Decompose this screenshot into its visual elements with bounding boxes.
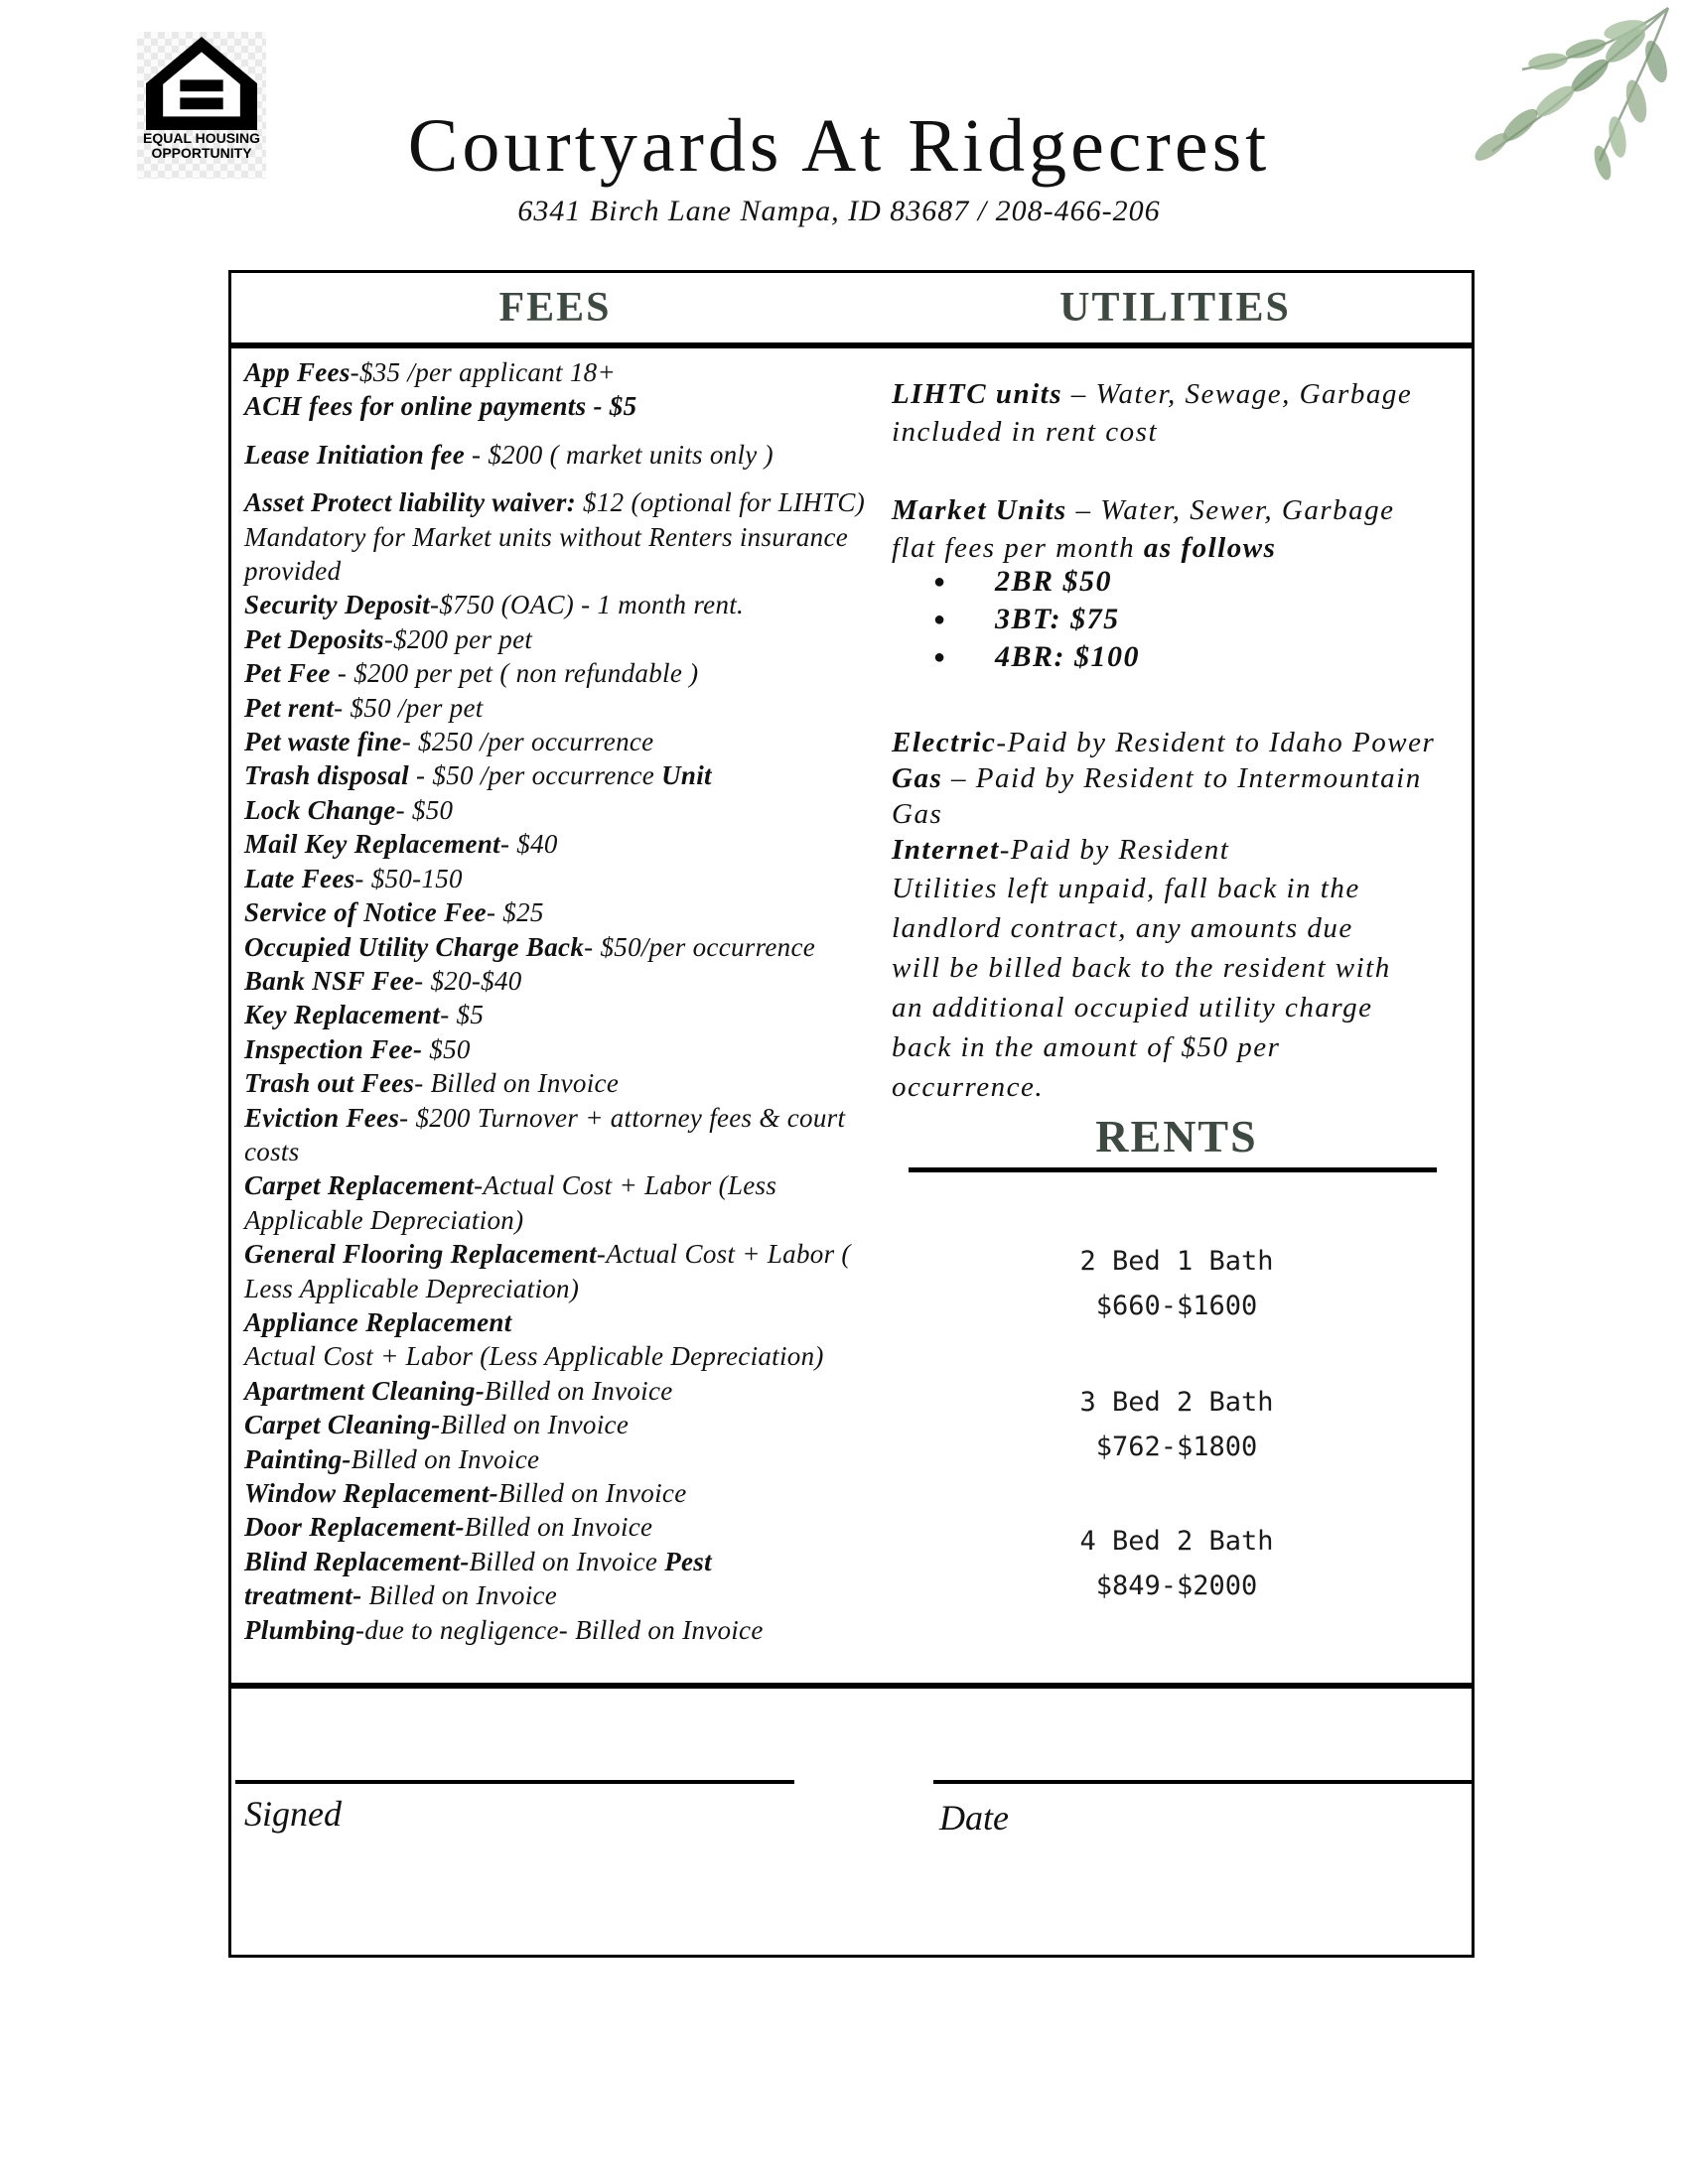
- bullet-icon: ●: [933, 646, 947, 668]
- fees-heading: FEES: [498, 285, 612, 331]
- date-signature-line[interactable]: [933, 1780, 1475, 1784]
- leaf-decoration: [1375, 0, 1683, 204]
- fee-text: Mandatory for Market units without Renters insurance: [244, 521, 849, 552]
- fee-text: - $25: [486, 897, 544, 928]
- fee-text: - $50 /per occurrence: [409, 760, 662, 791]
- rent-unit-2bed: [879, 1239, 1475, 1328]
- fee-line: [244, 622, 890, 656]
- fee-line: [244, 389, 890, 423]
- utility-text: will be billed back to the resident with: [892, 952, 1391, 984]
- fee-line: [244, 1476, 890, 1510]
- fee-term: treatment-: [244, 1580, 362, 1611]
- fee-line: [244, 1135, 890, 1168]
- bullet-icon: ●: [933, 609, 947, 630]
- fee-term: Occupied Utility Charge Back: [244, 931, 585, 962]
- utility-text: included in rent cost: [892, 416, 1159, 448]
- fee-text: Billed on Invoice: [440, 1410, 630, 1440]
- fee-text: - $200 Turnover + attorney fees & court: [399, 1102, 846, 1133]
- fee-term: Pet Deposits: [244, 623, 384, 654]
- fee-line: [244, 1613, 890, 1647]
- fee-term: Apartment Cleaning-: [244, 1375, 485, 1406]
- fee-line: [244, 827, 890, 861]
- fee-line: [244, 588, 890, 621]
- fee-term: Window Replacement-: [244, 1478, 498, 1508]
- fee-line: [244, 793, 890, 827]
- fee-term: Eviction Fees: [244, 1102, 400, 1133]
- utility-text: an additional occupied utility charge: [892, 992, 1373, 1024]
- date-label: Date: [939, 1798, 1009, 1838]
- equal-housing-label-line2: OPPORTUNITY: [151, 145, 252, 161]
- utilities-line: [892, 725, 1463, 760]
- fee-line: [244, 1203, 890, 1237]
- utilities-line: [892, 832, 1463, 868]
- utility-text: landlord contract, any amounts due: [892, 912, 1353, 944]
- bullet-icon: ●: [933, 571, 947, 593]
- fee-term: Pet rent: [244, 692, 335, 723]
- utilities-market-paragraph: [892, 491, 1463, 567]
- fee-text: - Billed on Invoice: [414, 1068, 620, 1099]
- fee-text: - $50/per occurrence: [584, 931, 816, 962]
- utility-term: Internet: [892, 834, 1000, 866]
- fee-term: Painting-: [244, 1443, 352, 1474]
- fee-line: [244, 554, 890, 588]
- fee-text: Billed on Invoice: [361, 1580, 558, 1611]
- utility-term: as follows: [1143, 532, 1277, 564]
- utility-text: Utilities left unpaid, fall back in the: [892, 873, 1360, 904]
- fee-term: Pest: [664, 1546, 712, 1576]
- fee-line: [244, 862, 890, 895]
- property-address: 6341 Birch Lane Nampa, ID 83687 / 208-466-206: [517, 195, 1161, 227]
- utility-text: -Paid by Resident: [999, 834, 1230, 866]
- utilities-line: [892, 491, 1463, 529]
- fee-text: -$200 per pet: [383, 623, 533, 654]
- fee-term: General Flooring Replacement: [244, 1239, 597, 1270]
- fee-term: Door Replacement-: [244, 1512, 465, 1543]
- fee-term: Blind Replacement-: [244, 1546, 470, 1576]
- fee-line: [244, 691, 890, 725]
- fee-text: - $200 ( market units only ): [464, 439, 774, 470]
- utility-term: Market Units: [892, 494, 1067, 526]
- fee-term: Plumbing: [244, 1614, 355, 1645]
- fee-line: [244, 1339, 890, 1373]
- fee-term: Lease Initiation fee: [244, 439, 465, 470]
- utility-text: – Paid by Resident to Intermountain Gas: [892, 762, 1422, 830]
- bullet-text: 2BR $50: [995, 565, 1113, 598]
- fee-text: - $50-150: [354, 863, 463, 893]
- utilities-line: [892, 760, 1463, 832]
- fee-text: costs: [244, 1136, 300, 1166]
- fee-line: [244, 758, 890, 792]
- utilities-line: [892, 908, 1463, 948]
- utilities-heading: UTILITIES: [1059, 285, 1291, 331]
- fee-line: [244, 1408, 890, 1441]
- utility-text: flat fees per month: [892, 532, 1144, 564]
- rent-unit-range: $762-$1800: [1095, 1432, 1258, 1462]
- fee-line: [244, 930, 890, 964]
- fee-line: [244, 438, 890, 472]
- fee-text: $50: [422, 1033, 471, 1064]
- utility-text: – Water, Sewage, Garbage: [1062, 378, 1413, 410]
- utilities-line: [892, 529, 1463, 567]
- fee-line: [244, 1442, 890, 1476]
- fee-line: [244, 656, 890, 690]
- utilities-unpaid-paragraph: [892, 869, 1463, 1107]
- fee-line: [244, 485, 890, 519]
- utility-term: Electric: [892, 727, 997, 758]
- rent-unit-4bed: [879, 1519, 1475, 1608]
- fee-text: Billed on Invoice: [351, 1443, 540, 1474]
- utility-text: -Paid by Resident to Idaho Power: [996, 727, 1436, 758]
- page-title: Courtyards At Ridgecrest: [407, 104, 1271, 188]
- bullet-text: 3BT: $75: [995, 603, 1120, 635]
- fee-term: Inspection Fee-: [244, 1033, 423, 1064]
- fee-term: Appliance Replacement: [244, 1306, 512, 1337]
- fee-text: Actual Cost + Labor (Less Applicable Depreciation): [244, 1341, 824, 1372]
- fee-text: -Actual Cost + Labor (Less: [474, 1170, 777, 1201]
- fee-line: [244, 964, 890, 998]
- fee-text: -Actual Cost + Labor (: [596, 1239, 851, 1270]
- fee-line: [244, 520, 890, 554]
- utility-text: – Water, Sewer, Garbage: [1066, 494, 1395, 526]
- fee-text: - $200 per pet ( non refundable ): [330, 658, 699, 689]
- fee-term: Late Fees: [244, 863, 355, 893]
- fee-text: - $5: [440, 1000, 485, 1030]
- fee-text: -due to negligence- Billed on Invoice: [354, 1614, 764, 1645]
- utilities-line: [892, 948, 1463, 988]
- utilities-line: [892, 1067, 1463, 1107]
- signed-signature-line[interactable]: [235, 1780, 794, 1784]
- fee-line: [244, 1578, 890, 1612]
- fee-text: provided: [244, 556, 342, 587]
- fee-text: Billed on Invoice: [497, 1478, 687, 1508]
- fee-term: Carpet Cleaning-: [244, 1410, 441, 1440]
- signature-section-divider: [228, 1683, 1475, 1689]
- fee-line: [244, 998, 890, 1031]
- utilities-line: [892, 869, 1463, 908]
- fee-term: Bank NSF Fee: [244, 965, 415, 996]
- utilities-line: [892, 1027, 1463, 1067]
- utilities-line: [892, 413, 1463, 451]
- fee-term: Lock Change: [244, 794, 396, 825]
- fee-term: Pet Fee: [244, 658, 331, 689]
- fee-text: -$35 /per applicant 18+: [350, 357, 616, 387]
- signed-label: Signed: [244, 1794, 342, 1834]
- equal-housing-house-icon: [146, 36, 257, 131]
- equal-housing-label-line1: EQUAL HOUSING: [143, 130, 260, 146]
- fee-text: Billed on Invoice: [485, 1375, 673, 1406]
- fee-text: Applicable Depreciation): [244, 1204, 524, 1235]
- fee-line: [244, 895, 890, 929]
- fee-text: Less Applicable Depreciation): [244, 1273, 580, 1303]
- utilities-flat-fee-bullets: [892, 563, 1463, 676]
- eucalyptus-branch-icon: [1375, 0, 1683, 199]
- utilities-lihtc-paragraph: [892, 375, 1463, 451]
- fee-text: - $50 /per pet: [334, 692, 484, 723]
- fee-text: -$750 (OAC) - 1 month rent.: [430, 590, 745, 620]
- rent-unit-label: 4 Bed 2 Bath: [1079, 1526, 1274, 1557]
- fee-term: Mail Key Replacement: [244, 829, 500, 860]
- utility-text: back in the amount of $50 per: [892, 1031, 1281, 1063]
- fee-term: Trash disposal: [244, 760, 409, 791]
- utilities-line: [892, 375, 1463, 413]
- fee-term: Carpet Replacement: [244, 1170, 475, 1201]
- fee-term: Trash out Fees: [244, 1068, 415, 1099]
- fee-text: - $40: [499, 829, 558, 860]
- fee-line: [244, 1305, 890, 1339]
- fee-term: ACH fees for online payments - $5: [244, 391, 637, 422]
- fee-text: - $250 /per occurrence: [401, 727, 654, 757]
- fee-text: $12 (optional for LIHTC): [576, 487, 866, 518]
- rent-unit-range: $660-$1600: [1095, 1291, 1258, 1321]
- rents-underline: [909, 1167, 1437, 1172]
- utility-fee-bullet: [892, 638, 1463, 676]
- utility-term: LIHTC units: [892, 378, 1063, 410]
- utilities-providers-paragraph: [892, 725, 1463, 868]
- fee-text: - $50: [395, 794, 454, 825]
- fee-term: Pet waste fine: [244, 727, 402, 757]
- fee-term: App Fees: [244, 357, 351, 387]
- fee-line: [244, 1101, 890, 1135]
- fee-line: [244, 725, 890, 758]
- fee-text: - $20-$40: [414, 965, 522, 996]
- fee-line: [244, 355, 890, 389]
- utility-fee-bullet: [892, 563, 1463, 601]
- rents-heading: RENTS: [1095, 1111, 1258, 1161]
- rent-unit-label: 2 Bed 1 Bath: [1079, 1246, 1274, 1277]
- rent-unit-label: 3 Bed 2 Bath: [1079, 1387, 1274, 1418]
- fee-line: [244, 1272, 890, 1305]
- rent-unit-range: $849-$2000: [1095, 1570, 1258, 1601]
- fee-term: Security Deposit: [244, 590, 431, 620]
- fee-term: Key Replacement: [244, 1000, 441, 1030]
- fee-term: Service of Notice Fee: [244, 897, 487, 928]
- equal-housing-logo: [137, 32, 266, 179]
- fee-term: Unit: [661, 760, 712, 791]
- fee-line: [244, 1032, 890, 1066]
- fee-line: [244, 1374, 890, 1408]
- bullet-text: 4BR: $100: [995, 640, 1141, 673]
- fee-line: [244, 1237, 890, 1271]
- utilities-line: [892, 988, 1463, 1027]
- fee-text: Billed on Invoice: [469, 1546, 665, 1576]
- rent-unit-3bed: [879, 1380, 1475, 1469]
- fee-line: [244, 1066, 890, 1100]
- fee-text: Billed on Invoice: [464, 1512, 653, 1543]
- utility-text: occurrence.: [892, 1071, 1045, 1103]
- utility-term: Gas: [892, 762, 943, 794]
- utility-fee-bullet: [892, 601, 1463, 638]
- fees-list: [244, 355, 890, 1647]
- fee-term: Asset Protect liability waiver:: [244, 487, 576, 518]
- column-headers: [231, 273, 1472, 348]
- fee-line: [244, 1168, 890, 1202]
- fee-line: [244, 1545, 890, 1578]
- fee-line: [244, 1510, 890, 1544]
